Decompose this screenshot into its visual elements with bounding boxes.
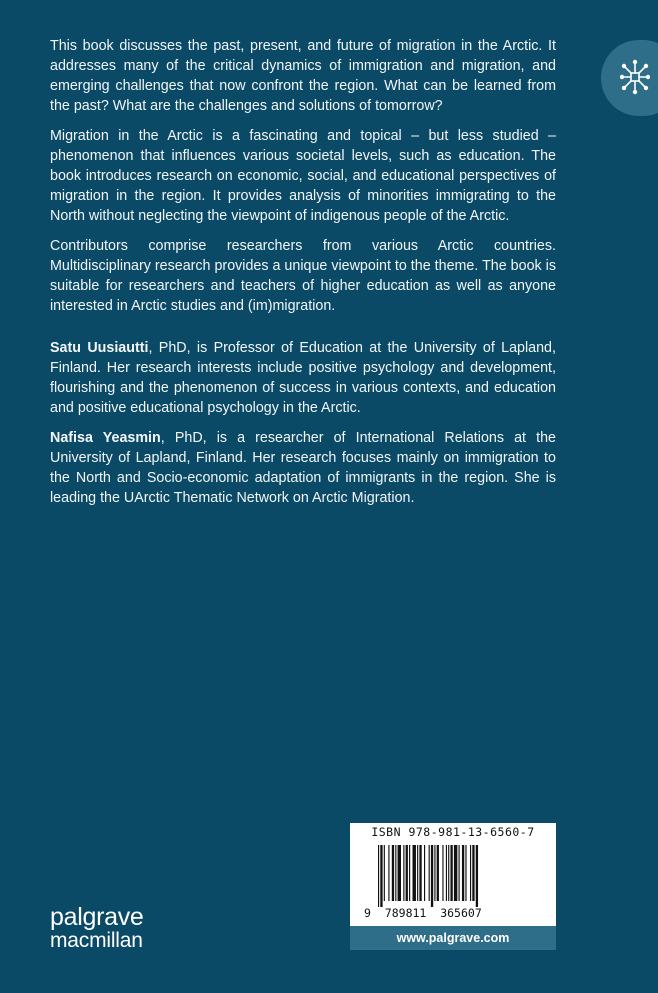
barcode-digits — [364, 906, 550, 920]
description-paragraph-3: Contributors comprise researchers from various Arctic countries. Multidisciplinary research provides a unique viewpoint to the theme. The book is suitable for researchers and teachers of higher education as well as anyone interested in Arctic studies and (im)migration. — [50, 238, 556, 314]
isbn-barcode — [350, 823, 556, 926]
author-name-1: Satu Uusiautti — [50, 340, 149, 356]
barcode-bar — [459, 845, 460, 901]
barcode-bar — [388, 845, 389, 901]
barcode-bar — [434, 845, 435, 901]
author-bio-2 — [50, 428, 556, 508]
barcode-bar — [417, 845, 418, 901]
barcode-bar — [419, 845, 421, 901]
barcode-bar — [462, 845, 464, 901]
network-nodes-icon — [620, 54, 650, 100]
barcode-bar — [446, 845, 447, 901]
barcode-bar — [472, 845, 474, 901]
barcode-bar — [424, 845, 425, 901]
description-paragraph-1: This book discusses the past, present, and future of migration in the Arctic. It addresses many of the critical dynamics of immigration and migration, and emerging challenges that now confront the region. What can be learned from the past? What are the challenges and solutions of tomorrow? — [50, 38, 556, 114]
barcode-bar — [442, 845, 443, 901]
barcode-bar — [431, 845, 433, 907]
barcode-bar — [448, 845, 449, 901]
barcode-bar — [384, 845, 385, 901]
isbn-label: ISBN 978-981-13-6560-7 — [371, 825, 535, 839]
barcode-bar — [470, 845, 471, 901]
back-cover-text — [50, 36, 556, 518]
logo-line-macmillan: macmillan — [50, 929, 143, 952]
barcode-bar — [450, 845, 452, 901]
barcode-digit-group-2: 365607 — [440, 906, 482, 920]
barcode-bar — [395, 845, 396, 901]
barcode-bar — [413, 845, 416, 901]
barcode-bar — [454, 845, 457, 901]
barcode-digit-group-1: 789811 — [384, 906, 427, 920]
author-bio-1 — [50, 338, 556, 418]
barcode-bar — [406, 845, 408, 901]
barcode-bar — [465, 845, 466, 901]
description-paragraph-2: Migration in the Arctic is a fascinating and topical – but less studied – phenomenon that influences various societal levels, such as education. The book introduces research on economic, social, and educational perspectives of migration in the region. It provides analysis of minorities immigrating to the North without neglecting the viewpoint of indigenous people of the Arctic. — [50, 128, 556, 224]
barcode-bar — [380, 845, 382, 907]
logo-line-palgrave: palgrave — [50, 903, 144, 931]
barcode-bar — [398, 845, 401, 901]
author-name-2: Nafisa Yeasmin — [50, 430, 161, 446]
barcode-bar — [378, 845, 379, 907]
publisher-website: www.palgrave.com — [350, 926, 556, 950]
barcode-bar — [403, 845, 404, 901]
barcode-bars — [378, 845, 528, 907]
barcode-digit-lead: 9 — [364, 906, 371, 920]
springer-badge — [601, 40, 658, 116]
author-bio-text-1: , PhD, is Professor of Education at the University of Lapland, Finland. Her research interests include positive psychology and development, flourishing and the phenomenon of success in various contexts, and education and positive educational psychology in the Arctic. — [50, 340, 556, 416]
barcode-bar — [437, 845, 439, 901]
author-bio-text-2: , PhD, is a researcher of International Relations at the University of Lapland, Finland. Her research focuses mainly on immigration to the North and Socio-economic adaptation of immigrants in the region. She is leading the UArctic Thematic Network on Arctic Migration. — [50, 430, 556, 506]
barcode-bar — [392, 845, 394, 901]
publisher-logo — [50, 904, 144, 952]
barcode-bar — [476, 845, 478, 907]
barcode-bar — [429, 845, 430, 901]
barcode-bar — [409, 845, 410, 901]
